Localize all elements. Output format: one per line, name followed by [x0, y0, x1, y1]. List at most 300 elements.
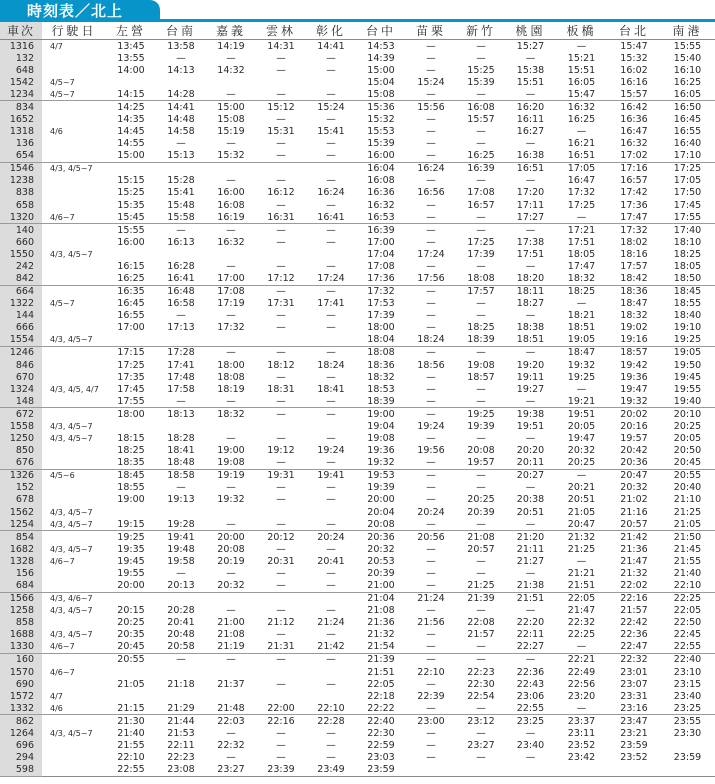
departure-time: 19:42: [620, 359, 648, 371]
departure-time: 16:45: [673, 114, 702, 125]
departure-time: 15:47: [620, 40, 648, 52]
departure-time: —: [276, 347, 286, 359]
departure-time: 19:36: [367, 445, 395, 457]
departure-time: 16:36: [620, 114, 648, 125]
departure-time: 19:48: [167, 543, 195, 555]
operating-day: [42, 494, 106, 506]
departure-time: 16:55: [117, 310, 145, 322]
departure-time: 21:45: [673, 543, 702, 555]
departure-time: 16:45: [117, 298, 145, 310]
operating-day: 4/3, 4/5, 4/7: [50, 384, 99, 394]
departure-time: [106, 420, 156, 432]
departure-time: 20:00: [367, 494, 395, 506]
departure-time: —: [326, 605, 336, 617]
departure-time: 22:08: [467, 617, 495, 629]
departure-time: 16:25: [456, 150, 506, 163]
departure-time: —: [456, 641, 506, 654]
departure-time: —: [326, 371, 336, 383]
departure-time: —: [276, 64, 286, 76]
departure-time: [156, 76, 206, 88]
departure-time: —: [176, 567, 186, 579]
departure-time: 22:32: [217, 739, 245, 751]
table-row: [0, 211, 715, 224]
departure-time: —: [306, 395, 356, 408]
departure-time: —: [326, 322, 336, 334]
departure-time: 18:32: [367, 371, 395, 383]
train-number: 834: [0, 101, 42, 114]
train-number: 1572: [0, 690, 42, 702]
departure-time: —: [276, 199, 286, 211]
departure-time: 20:45: [106, 641, 156, 654]
departure-time: —: [426, 727, 436, 739]
departure-time: —: [276, 543, 286, 555]
departure-time: —: [525, 347, 536, 359]
table-row: [0, 727, 715, 739]
train-number: 598: [0, 764, 42, 777]
departure-time: [256, 248, 306, 260]
departure-time: 16:38: [506, 150, 555, 163]
table-row: [0, 752, 715, 764]
departure-time: 22:32: [620, 654, 648, 666]
departure-time: 16:32: [620, 138, 648, 150]
departure-time: 17:24: [417, 248, 445, 260]
departure-time: 17:28: [167, 347, 195, 359]
departure-time: 21:20: [516, 531, 545, 543]
train-number: 1542: [0, 76, 42, 88]
departure-time: [306, 248, 356, 260]
departure-time: 15:41: [317, 126, 345, 138]
departure-time: 19:40: [660, 395, 715, 408]
table-row: [0, 555, 715, 567]
departure-time: —: [206, 518, 256, 531]
header-train-no: 車次: [0, 22, 42, 40]
departure-time: 17:39: [467, 248, 495, 260]
departure-time: 21:15: [106, 702, 156, 715]
departure-time: —: [426, 543, 436, 555]
departure-time: —: [555, 702, 608, 715]
departure-time: 20:05: [567, 420, 596, 432]
departure-time: 22:56: [567, 678, 596, 690]
departure-time: —: [476, 224, 486, 236]
departure-time: 15:00: [367, 64, 395, 76]
departure-time: [106, 334, 156, 347]
departure-time: [406, 764, 456, 777]
departure-time: 15:36: [367, 101, 395, 113]
departure-time: —: [326, 408, 336, 420]
table-row: [0, 666, 715, 678]
departure-time: 15:08: [356, 88, 406, 101]
departure-time: 19:57: [620, 433, 648, 445]
departure-time: [256, 76, 306, 88]
departure-time: 19:12: [267, 445, 295, 457]
departure-time: —: [525, 567, 536, 579]
departure-time: —: [456, 702, 506, 715]
header-station: 板橋: [555, 22, 608, 40]
departure-time: 19:39: [467, 420, 495, 432]
departure-time: 15:21: [567, 52, 596, 64]
departure-time: 17:25: [117, 359, 145, 371]
departure-time: 21:39: [367, 654, 395, 666]
departure-time: 15:25: [117, 187, 145, 199]
departure-time: 21:16: [620, 506, 648, 518]
departure-time: 22:25: [673, 593, 702, 605]
departure-time: 19:57: [456, 457, 506, 470]
departure-time: 21:30: [117, 715, 145, 727]
operating-day: 4/3, 4/5~7: [42, 518, 106, 531]
departure-time: 19:05: [555, 334, 608, 347]
departure-time: 17:41: [317, 298, 345, 310]
departure-time: 20:58: [156, 641, 206, 654]
train-number: 1330: [0, 641, 42, 654]
departure-time: —: [326, 739, 336, 751]
operating-day: [42, 52, 106, 64]
operating-day: 4/5~7: [42, 88, 106, 101]
operating-day: [42, 310, 106, 322]
operating-day: [42, 64, 106, 76]
departure-time: 14:45: [117, 126, 145, 138]
departure-time: 23:16: [608, 702, 660, 715]
operating-day: 4/5~6: [50, 471, 75, 481]
departure-time: 22:23: [467, 666, 495, 678]
departure-time: —: [525, 175, 536, 187]
departure-time: —: [525, 752, 536, 764]
departure-time: 22:50: [673, 617, 702, 629]
departure-time: —: [456, 211, 506, 224]
departure-time: —: [476, 347, 486, 359]
table-row: [0, 359, 715, 371]
departure-time: —: [326, 482, 336, 494]
operating-day: 4/7: [50, 41, 63, 51]
table-row: [0, 383, 715, 395]
operating-day: [42, 260, 106, 272]
departure-time: 22:45: [673, 629, 702, 641]
departure-time: —: [426, 629, 436, 641]
departure-time: 14:41: [167, 101, 195, 113]
departure-time: 18:25: [467, 322, 495, 334]
departure-time: 15:57: [608, 88, 660, 101]
departure-time: —: [406, 457, 456, 470]
departure-time: 17:32: [620, 224, 648, 236]
departure-time: [256, 690, 306, 702]
departure-time: 23:25: [660, 702, 715, 715]
departure-time: —: [276, 605, 286, 617]
departure-time: —: [426, 126, 436, 138]
departure-time: 22:18: [367, 690, 395, 702]
operating-day: 4/5~7: [50, 299, 75, 309]
departure-time: 22:22: [356, 702, 406, 715]
table-row: [0, 272, 715, 285]
departure-time: 16:08: [367, 175, 395, 187]
departure-time: 23:40: [516, 739, 545, 751]
departure-time: 18:32: [217, 408, 245, 420]
departure-time: 20:19: [217, 555, 245, 567]
departure-time: 17:20: [516, 187, 545, 199]
train-number: 1326: [0, 469, 42, 482]
departure-time: 16:00: [217, 187, 245, 199]
departure-time: 18:21: [567, 310, 596, 322]
departure-time: 23:12: [467, 715, 495, 727]
departure-time: 19:28: [156, 518, 206, 531]
departure-time: 15:56: [417, 101, 445, 113]
operating-day: [42, 113, 106, 125]
departure-time: 23:31: [620, 690, 648, 702]
departure-time: [256, 334, 306, 347]
operating-day: [42, 224, 106, 237]
departure-time: —: [176, 224, 186, 236]
departure-time: —: [476, 433, 486, 445]
departure-time: 23:30: [673, 727, 702, 739]
departure-time: 20:25: [117, 617, 145, 629]
departure-time: —: [326, 224, 336, 236]
departure-time: 16:53: [356, 211, 406, 224]
departure-time: 19:02: [620, 322, 648, 334]
departure-time: 22:39: [417, 690, 445, 702]
departure-time: 23:37: [567, 715, 596, 727]
departure-time: —: [525, 310, 536, 322]
departure-time: —: [276, 494, 286, 506]
train-number: 684: [0, 579, 42, 592]
table-row: [0, 138, 715, 150]
departure-time: [156, 334, 206, 347]
departure-time: 16:13: [167, 236, 195, 248]
departure-time: —: [326, 286, 336, 298]
table-row: [0, 641, 715, 654]
departure-time: 18:02: [620, 236, 648, 248]
departure-time: —: [326, 310, 336, 322]
departure-time: —: [426, 322, 436, 334]
departure-time: —: [406, 88, 456, 101]
departure-time: 16:12: [267, 187, 295, 199]
departure-time: 20:27: [516, 470, 545, 482]
departure-time: 21:24: [317, 617, 345, 629]
departure-time: 17:15: [117, 347, 145, 359]
table-row: [0, 543, 715, 555]
table-row: [0, 408, 715, 421]
departure-time: 18:45: [673, 286, 702, 298]
departure-time: 21:57: [620, 605, 648, 617]
departure-time: 16:51: [555, 150, 608, 163]
table-row: [0, 469, 715, 482]
departure-time: —: [456, 518, 506, 531]
departure-time: 20:41: [317, 555, 345, 567]
train-number: 842: [0, 272, 42, 285]
departure-time: 23:00: [417, 715, 445, 727]
departure-time: 19:41: [167, 531, 195, 543]
train-number: 658: [0, 199, 42, 211]
departure-time: 20:50: [673, 445, 702, 457]
departure-time: 19:08: [206, 457, 256, 470]
timetable: [0, 22, 715, 777]
departure-time: 19:51: [516, 420, 545, 432]
departure-time: 19:35: [117, 543, 145, 555]
train-number: 654: [0, 150, 42, 163]
departure-time: 17:08: [367, 260, 395, 272]
departure-time: 18:39: [456, 334, 506, 347]
departure-time: 17:08: [217, 286, 245, 298]
table-row: [0, 739, 715, 751]
train-number: 854: [0, 531, 42, 544]
departure-time: 17:24: [306, 272, 356, 285]
operating-day: [42, 579, 106, 592]
train-number: 838: [0, 187, 42, 199]
departure-time: —: [426, 175, 436, 187]
departure-time: [306, 334, 356, 347]
departure-time: 20:12: [267, 531, 295, 543]
departure-time: —: [406, 150, 456, 163]
departure-time: 16:27: [516, 126, 545, 138]
departure-time: 23:08: [156, 764, 206, 777]
departure-time: 23:47: [620, 715, 648, 727]
departure-time: [206, 690, 256, 702]
departure-time: —: [156, 395, 206, 408]
departure-time: 21:39: [467, 593, 495, 605]
departure-time: 21:54: [356, 641, 406, 654]
departure-time: —: [525, 224, 536, 236]
departure-time: —: [276, 236, 286, 248]
departure-time: 17:05: [673, 175, 702, 187]
departure-time: 18:55: [673, 298, 702, 310]
departure-time: 19:21: [555, 395, 608, 408]
departure-time: —: [426, 138, 436, 150]
train-number: 670: [0, 371, 42, 383]
departure-time: 20:10: [673, 408, 702, 420]
departure-time: 16:15: [117, 260, 145, 272]
departure-time: 20:31: [267, 555, 295, 567]
departure-time: 22:40: [367, 715, 395, 727]
departure-time: —: [306, 579, 356, 592]
header-operating-day: 行駛日: [42, 22, 106, 40]
departure-time: 22:54: [467, 690, 495, 702]
departure-time: 18:36: [367, 359, 395, 371]
departure-time: 15:24: [417, 76, 445, 88]
departure-time: —: [476, 752, 486, 764]
operating-day: [42, 395, 106, 408]
departure-time: 22:49: [567, 666, 596, 678]
operating-day: [42, 715, 106, 728]
departure-time: 20:39: [467, 506, 495, 518]
operating-day: [42, 150, 106, 163]
departure-time: 19:00: [217, 445, 245, 457]
table-row: [0, 175, 715, 187]
departure-time: 20:51: [516, 506, 545, 518]
departure-time: 15:32: [620, 52, 648, 64]
table-row: [0, 617, 715, 629]
departure-time: —: [576, 126, 587, 138]
departure-time: —: [276, 408, 286, 420]
departure-time: —: [226, 482, 236, 494]
departure-time: 18:08: [456, 272, 506, 285]
train-number: 152: [0, 482, 42, 494]
departure-time: 21:21: [567, 567, 596, 579]
departure-time: 21:50: [673, 531, 702, 543]
departure-time: —: [276, 371, 286, 383]
departure-time: —: [476, 52, 486, 64]
departure-time: —: [525, 727, 536, 739]
departure-time: 20:08: [217, 543, 245, 555]
departure-time: 23:49: [306, 764, 356, 777]
operating-day: 4/3, 4/5~7: [50, 249, 93, 259]
operating-day: 4/6~7: [50, 556, 75, 566]
departure-time: —: [525, 433, 536, 445]
header-station: 南港: [660, 22, 715, 40]
departure-time: 21:29: [156, 702, 206, 715]
departure-time: —: [426, 310, 436, 322]
departure-time: —: [276, 322, 286, 334]
table-row: [0, 40, 715, 53]
departure-time: —: [426, 64, 436, 76]
departure-time: 17:40: [673, 224, 702, 236]
page-title: 時刻表／北上: [27, 2, 124, 20]
departure-time: 18:08: [367, 347, 395, 359]
train-number: 1566: [0, 592, 42, 605]
departure-time: —: [226, 260, 236, 272]
departure-time: 16:19: [206, 211, 256, 224]
departure-time: 22:03: [217, 715, 245, 727]
train-number: 1264: [0, 727, 42, 739]
departure-time: 22:05: [673, 605, 702, 617]
departure-time: 14:41: [317, 40, 345, 52]
departure-time: —: [226, 654, 236, 666]
departure-time: 17:51: [516, 248, 545, 260]
departure-time: 20:28: [167, 605, 195, 617]
departure-time: 17:19: [217, 298, 245, 310]
departure-time: 23:15: [673, 678, 702, 690]
departure-time: 15:51: [567, 64, 596, 76]
train-number: 846: [0, 359, 42, 371]
table-row: [0, 579, 715, 592]
departure-time: 18:27: [516, 298, 545, 310]
departure-time: 19:55: [117, 567, 145, 579]
departure-time: [256, 592, 306, 605]
departure-time: 18:45: [117, 470, 145, 482]
departure-time: 17:32: [567, 187, 596, 199]
departure-time: 18:41: [167, 445, 195, 457]
departure-time: 17:00: [117, 322, 145, 334]
operating-day: [42, 346, 106, 359]
departure-time: 17:04: [367, 248, 395, 260]
departure-time: 22:59: [367, 739, 395, 751]
departure-time: 23:10: [673, 666, 702, 678]
departure-time: 17:45: [117, 383, 145, 395]
departure-time: 14:55: [117, 138, 145, 150]
departure-time: 13:45: [117, 40, 145, 52]
departure-time: 18:31: [267, 383, 295, 395]
departure-time: 23:20: [567, 690, 596, 702]
departure-time: 23:01: [620, 666, 648, 678]
departure-time: 19:16: [608, 334, 660, 347]
departure-time: —: [476, 470, 486, 482]
table-row: [0, 64, 715, 76]
train-number: 1688: [0, 629, 42, 641]
train-number: 1546: [0, 162, 42, 175]
departure-time: 19:36: [620, 371, 648, 383]
departure-time: 16:24: [417, 163, 445, 175]
departure-time: 21:37: [217, 678, 245, 690]
departure-time: —: [426, 260, 436, 272]
departure-time: —: [276, 310, 286, 322]
departure-time: —: [476, 175, 486, 187]
departure-time: 15:58: [156, 211, 206, 224]
operating-day: 4/3, 4/5~7: [50, 421, 93, 431]
departure-time: 18:57: [620, 347, 648, 359]
departure-time: 21:44: [167, 715, 195, 727]
departure-time: 14:32: [217, 64, 245, 76]
train-number: 862: [0, 715, 42, 728]
departure-time: 22:21: [567, 654, 596, 666]
departure-time: 15:55: [673, 40, 702, 52]
departure-time: 15:39: [467, 76, 495, 88]
departure-time: 21:47: [567, 605, 596, 617]
